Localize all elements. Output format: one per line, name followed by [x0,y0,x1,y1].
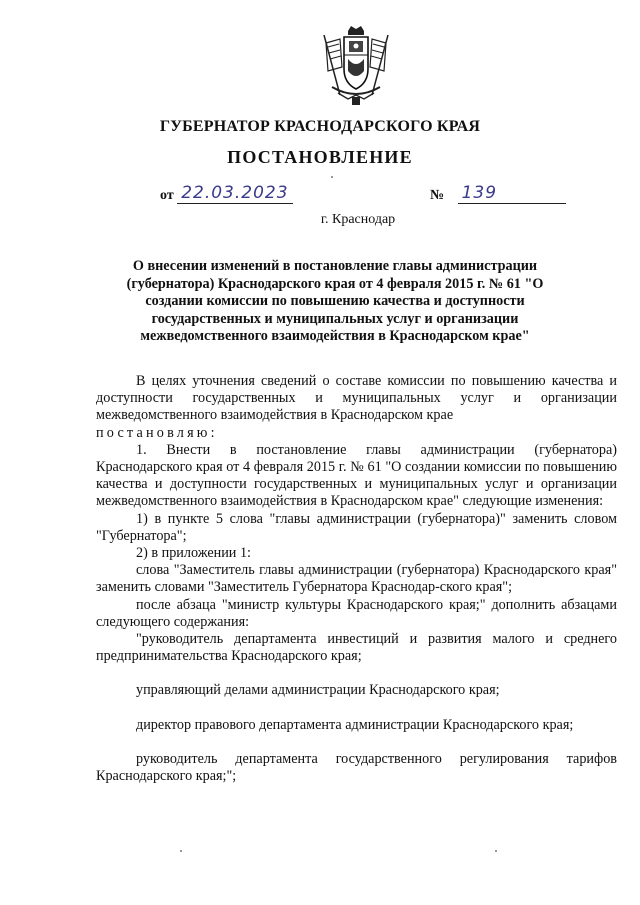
document-type-title: ПОСТАНОВЛЕНИЕ [227,147,413,167]
date-field [160,183,293,207]
intro-text: В целях уточнения сведений о составе комиссии по повышению качества и доступности государственных и муниципальных услуг и организации межведомственного взаимодействия в Краснодарском крае [96,373,617,424]
krasnodar-coat-of-arms-icon [318,25,394,107]
document-subject: О внесении изменений в постановление главы администрации (губернатора) Краснодарского края от 4 февраля 2015 г. № 61 "О создании комиссии по повышению качества и доступности государственных и муниципальных услуг и организации межведомственного взаимодействия в Краснодарском крае" [126,258,544,345]
body-paragraph: 1. Внести в постановление главы администрации (губернатора) Краснодарского края от 4 февраля 2015 г. № 61 "О создании комиссии по повышению качества и доступности государственных и муниципальных услуг и организации межведомственного взаимодействия в Краснодарском крае" следующие изменения: [96,441,617,510]
date-prefix: от [160,188,174,203]
body-intro [96,373,617,442]
body-paragraph: 1) в пункте 5 слова "главы администрации (губернатора)" заменить словом "Губернатора"; [96,510,617,544]
body-paragraph: после абзаца "министр культуры Краснодарского края;" дополнить абзацами следующего содержания: [96,596,617,630]
number-value: 139 [458,183,566,204]
number-prefix: № [430,188,445,203]
issuer-title: ГУБЕРНАТОР КРАСНОДАРСКОГО КРАЯ [159,118,481,135]
city-name: г. Краснодар [320,212,396,227]
scan-speck [495,850,497,852]
decree-word: постановляю: [96,424,218,441]
body-paragraph: директор правового департамента администрации Краснодарского края; [136,716,574,733]
body-paragraph: управляющий делами администрации Краснодарского края; [136,682,500,699]
number-field [430,183,566,207]
body-paragraph: руководитель департамента государственного регулирования тарифов Краснодарского края;"; [96,750,617,785]
scan-speck [180,850,182,852]
document-body [96,373,617,785]
body-paragraph: 2) в приложении 1: [136,545,251,562]
body-paragraph: "руководитель департамента инвестиций и развития малого и среднего предпринимательства Краснодарского края; [96,631,617,665]
body-paragraph: слова "Заместитель главы администрации (губернатора) Краснодарского края" заменить словами "Заместитель Губернатора Краснодар-ского края"; [96,562,617,596]
date-value: 22.03.2023 [177,183,293,204]
scan-speck [331,176,333,178]
